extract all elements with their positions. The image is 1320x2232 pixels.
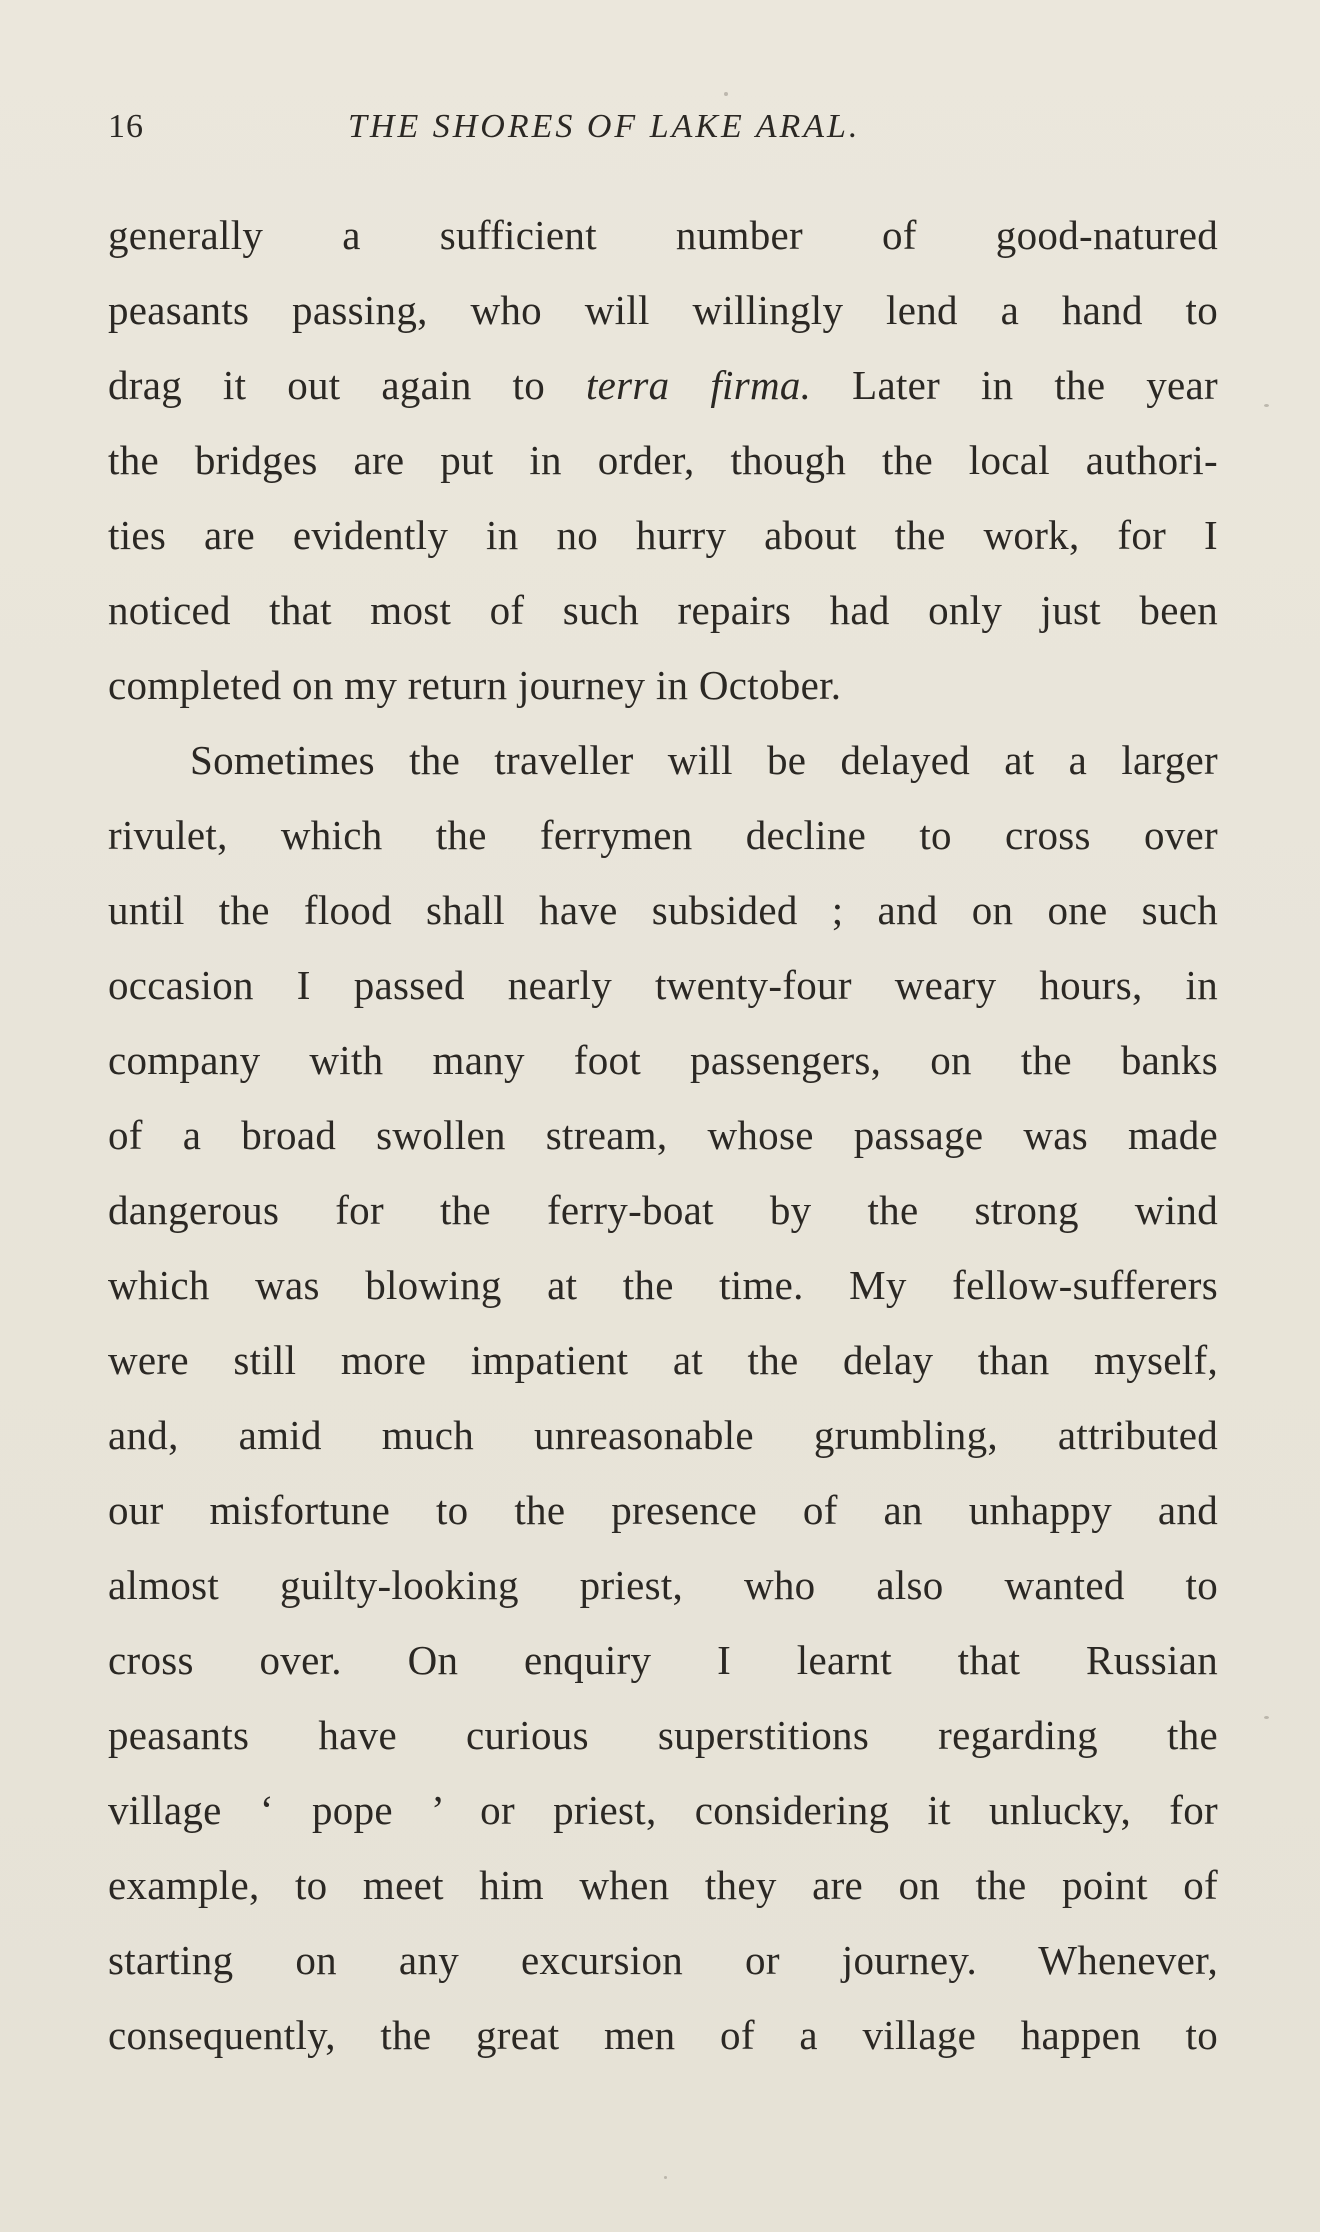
text-line — [108, 348, 1218, 423]
text-line: peasants have curious superstitions regarding the — [108, 1712, 1218, 1758]
body-text — [108, 198, 1218, 2073]
paragraph-start-line: Sometimes the traveller will be delayed at a larger — [190, 737, 1218, 783]
running-head — [108, 108, 1218, 152]
italic-phrase: terra firma. — [585, 362, 812, 408]
paper-speck — [664, 2176, 667, 2179]
paper-speck — [1264, 404, 1269, 407]
text-line: which was blowing at the time. My fellow-sufferers — [108, 1262, 1218, 1308]
text-line: consequently, the great men of a village happen to — [108, 2012, 1218, 2058]
text-line: dangerous for the ferry-boat by the strong wind — [108, 1187, 1218, 1233]
text-line: and, amid much unreasonable grumbling, attributed — [108, 1412, 1218, 1458]
text-span: drag it out again to — [108, 362, 586, 408]
text-span: Later in the year — [811, 362, 1218, 408]
text-line: occasion I passed nearly twenty-four weary hours, in — [108, 962, 1218, 1008]
text-line: company with many foot passengers, on the banks — [108, 1037, 1218, 1083]
text-line: village ‘ pope ’ or priest, considering it unlucky, for — [108, 1787, 1218, 1833]
text-line: noticed that most of such repairs had only just been — [108, 587, 1218, 633]
text-line: cross over. On enquiry I learnt that Russian — [108, 1637, 1218, 1683]
paragraph-end-line: completed on my return journey in October. — [108, 662, 842, 708]
paper-speck — [1264, 1716, 1269, 1719]
text-line: example, to meet him when they are on the point of — [108, 1862, 1218, 1908]
text-line: peasants passing, who will willingly lend a hand to — [108, 287, 1218, 333]
text-line: generally a sufficient number of good-natured — [108, 212, 1218, 258]
text-line: almost guilty-looking priest, who also wanted to — [108, 1562, 1218, 1608]
text-line: ties are evidently in no hurry about the work, for I — [108, 512, 1218, 558]
paper-speck — [724, 92, 728, 96]
text-line: starting on any excursion or journey. Whenever, — [108, 1937, 1218, 1983]
text-line: until the flood shall have subsided ; and on one such — [108, 887, 1218, 933]
running-title: THE SHORES OF LAKE ARAL. — [348, 108, 861, 145]
text-line: of a broad swollen stream, whose passage was made — [108, 1112, 1218, 1158]
text-line: our misfortune to the presence of an unhappy and — [108, 1487, 1218, 1533]
page-number: 16 — [108, 108, 144, 145]
text-line: the bridges are put in order, though the local authori- — [108, 437, 1218, 483]
text-line: rivulet, which the ferrymen decline to cross over — [108, 812, 1218, 858]
text-line: were still more impatient at the delay than myself, — [108, 1337, 1218, 1383]
